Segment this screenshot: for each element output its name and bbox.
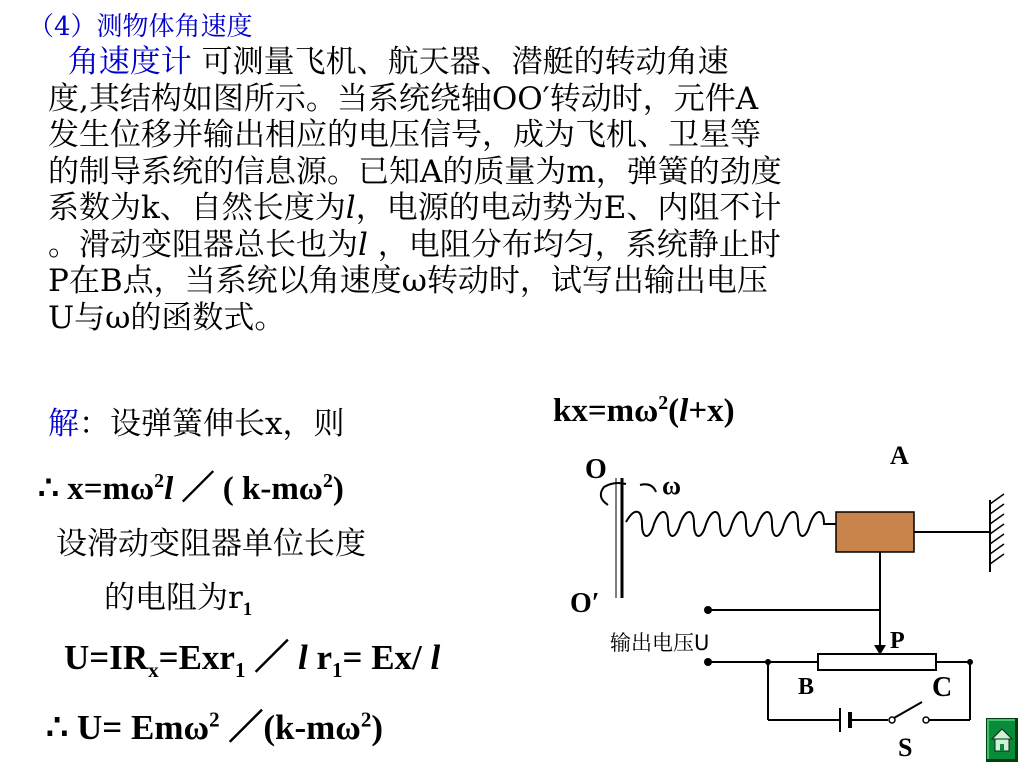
equation-2: ∴ $x=m\omega^2l$ ／ ( $k-m\omega^2$) <box>38 470 344 507</box>
problem-statement <box>48 44 998 336</box>
equation-4: ∴ U= Emω$^2$ $/(k-m\omega^2)$ <box>46 707 383 747</box>
intro-line-8: U与ω的函数式。 <box>48 299 286 336</box>
section-title: （4）测物体角速度 <box>28 12 253 42</box>
output-terminal-bottom <box>704 658 712 666</box>
intro-line-1: 角速度计 可测量飞机、航天器、潜艇的转动角速 <box>67 44 729 80</box>
label-p: P <box>890 628 905 654</box>
label-o-prime: O′ <box>570 588 600 619</box>
mass-block-a <box>836 512 914 552</box>
angular-velocity-meter-diagram <box>560 430 1024 768</box>
intro-line-4: 的制导系统的信息源。已知A的质量为m，弹簧的劲度 <box>48 153 782 190</box>
solution-line-4: 的电阻为$r_1$ <box>104 580 253 621</box>
intro-line-5: 系数为k、自然长度为l，电源的电动势为E、内阻不计 <box>48 190 782 226</box>
label-c: C <box>932 672 953 703</box>
intro-line-7: P在B点，当系统以角速度ω转动时，试写出输出电压 <box>48 263 768 299</box>
equation-1: $kx=m\omega^2(l+x)$ <box>553 392 735 429</box>
label-o: O <box>585 454 607 485</box>
intro-line-3: 发生位移并输出相应的电压信号，成为飞机、卫星等 <box>48 117 761 153</box>
solution-line: 解：设弹簧伸长x，则 <box>48 406 345 442</box>
equation-3: $U=IR_x=Exr_1$ ／ l $r_1= Ex/$ l <box>64 638 441 682</box>
home-nav-button[interactable] <box>986 718 1018 762</box>
output-terminal-top <box>704 606 712 614</box>
label-output-voltage: 输出电压U <box>610 631 710 655</box>
solution-label: 解 <box>48 406 79 442</box>
switch-blade <box>894 702 922 718</box>
intro-line-2: 度,其结构如图所示。当系统绕轴OO′转动时，元件A <box>48 80 759 117</box>
label-a: A <box>890 441 909 470</box>
rheostat <box>818 654 936 670</box>
home-icon <box>987 719 1017 761</box>
wall-hatching <box>990 494 1004 564</box>
solution-line-3: 设滑动变阻器单位长度 <box>56 526 366 562</box>
switch-contact <box>923 717 929 723</box>
spring <box>626 512 836 536</box>
solution-text: 设弹簧伸长x，则 <box>110 406 345 442</box>
label-b: B <box>798 674 815 700</box>
node-b <box>765 659 771 665</box>
label-s: S <box>898 733 913 762</box>
term-angular-velocity-meter: 角速度计 <box>67 44 192 80</box>
rotation-arrow-head <box>640 484 656 492</box>
label-omega: ω <box>662 471 682 500</box>
intro-line-6: 。滑动变阻器总长也为l ，电阻分布均匀，系统静止时 <box>48 226 781 263</box>
